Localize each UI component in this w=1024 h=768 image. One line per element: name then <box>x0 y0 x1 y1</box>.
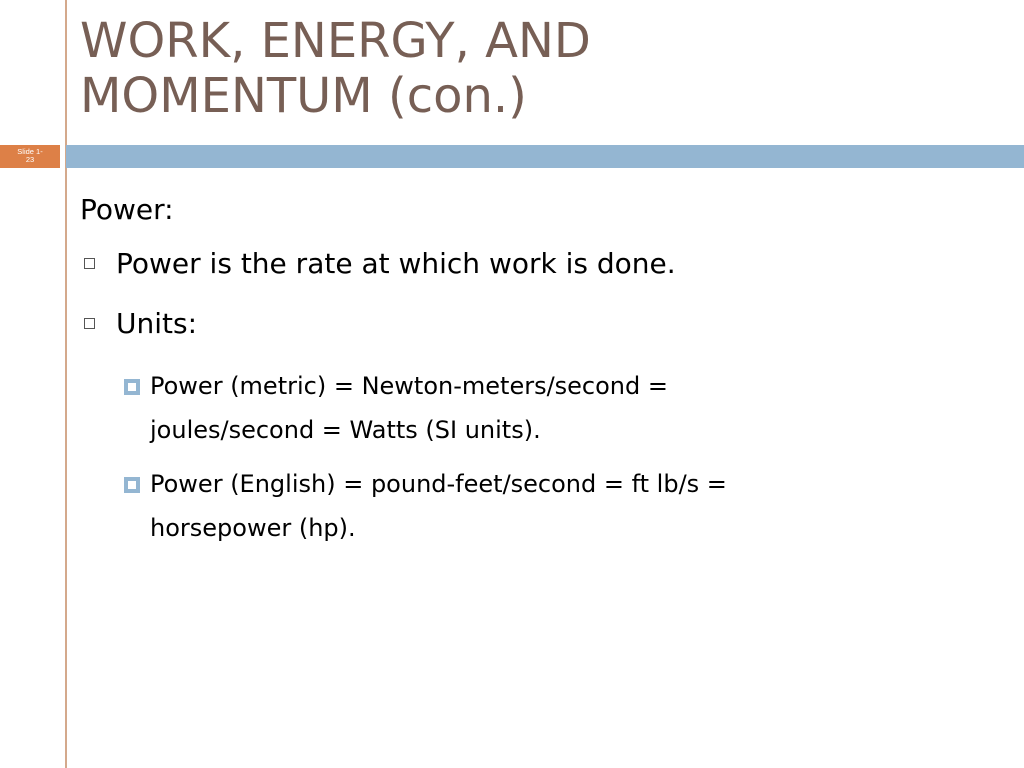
hollow-square-icon <box>84 258 95 269</box>
filled-square-icon <box>124 379 140 395</box>
slide-body <box>80 190 980 560</box>
title-accent-bar <box>66 145 1024 168</box>
sub-bullet-item <box>124 462 830 550</box>
sub-bullet-item <box>124 364 830 452</box>
slide-number-badge <box>0 145 60 168</box>
slide-number-line-1: Slide 1- <box>17 147 43 156</box>
hollow-square-icon <box>84 318 95 329</box>
sub-bullet-text: Power (metric) = Newton-meters/second = joules/second = Watts (SI units). <box>150 372 668 444</box>
bullet-text: Power is the rate at which work is done. <box>116 247 676 280</box>
slide-number-line-2: 23 <box>25 155 35 164</box>
bullet-text: Units: <box>116 307 198 340</box>
sub-bullet-text: Power (English) = pound-feet/second = ft lb/s = horsepower (hp). <box>150 470 727 542</box>
bullet-item <box>80 304 980 344</box>
slide-title-line-1: WORK, ENERGY, AND <box>80 13 591 69</box>
bullet-item <box>80 244 980 284</box>
slide-title <box>80 14 980 124</box>
vertical-divider-line <box>65 0 67 768</box>
body-heading: Power: <box>80 193 174 226</box>
filled-square-icon <box>124 477 140 493</box>
slide-title-line-2: MOMENTUM (con.) <box>80 68 527 124</box>
